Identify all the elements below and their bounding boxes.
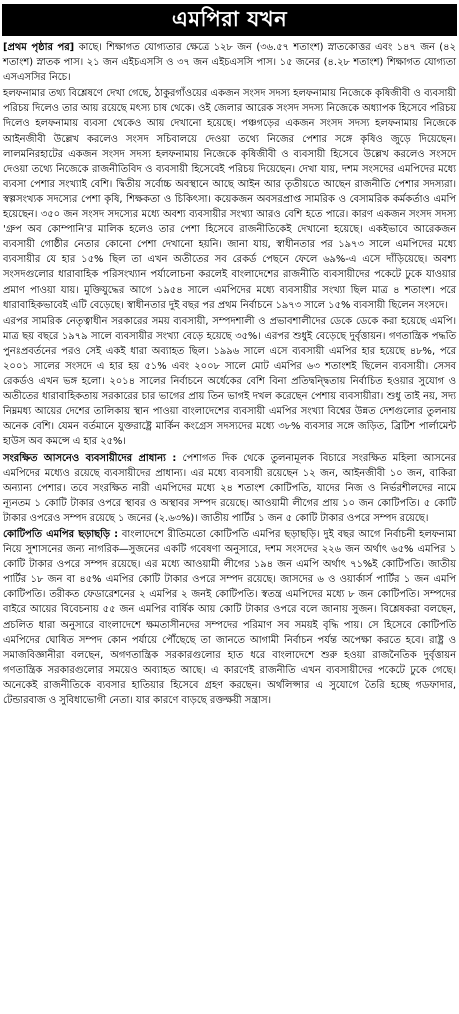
paragraph-affidavit-analysis [3,86,456,312]
subheading-reserved-seats: সংরক্ষিত আসনেও ব্যবসায়ীদের প্রাধান্য : [3,452,177,464]
paragraph-millionaire-mps [3,527,456,708]
paragraph-text: হলফনামার তথ্য বিশ্লেষণে দেখা গেছে, ঠাকুরগাঁওয়ের একজন সংসদ সদস্য হলফনামায় নিজেকে কৃষিজীবী ও ব্যবসায়ী পরিচয় দিলেও তার আয় রয়েছে মৎস্য চাষ থেকে। ওই জেলার আরেক সংসদ সদস্য নিজেকে অধ্যাপক হিসেবে পরিচয় দিলেও হলফনামায় ব্যবসা থেকেও আয় দেখানো হয়েছে। পঞ্চগড়ের একজন সংসদ সদস্য হলফনামায় নিজেকে আইনজীবী উল্লেখ করলেও সংসদ সচিবালয়ে দেওয়া তথ্যে নিজের পেশার সঙ্গে কৃষিও জুড়ে দিয়েছেন। লালমনিরহাটের একজন সংসদ সদস্য হলফনামায় নিজেকে কৃষিজীবী ও ব্যবসায়ী হিসেবে উল্লেখ করলেও সংসদে দেওয়া তথ্যে নিজেকে রাজনীতিবিদ ও ব্যবসায়ী হিসেবেই পরিচয় দিয়েছেন। দেখা যায়, দশম সংসদের এমপিদের মধ্যে ব্যবসা পেশার সংখ্যাই বেশি। দ্বিতীয় সর্বোচ্চ অবস্থানে আছে আইন আর তৃতীয়তে আছেন রাজনীতি পেশার সদস্যরা। স্বল্পসংখ্যক সদস্যের পেশা কৃষি, শিক্ষকতা ও চিকিৎসা। কয়েকজন অবসরপ্রাপ্ত সামরিক ও বেসামরিক কর্মকর্তাও এমপি হয়েছেন। ৩৫০ জন সংসদ সদস্যের মধ্যে অবশ্য ব্যবসায়ীর সংখ্যা আরও বেশি হতে পারে। কারণ একজন সংসদ সদস্য 'গ্রুপ অব কোম্পানি'র মালিক হলেও তার পেশা হিসেবে রাজনীতিকেই দেখানো হয়েছে। একইভাবে আরেকজন ব্যবসায়ী গোষ্ঠীর নেতার কোনো পেশা দেখানো হয়নি। জানা যায়, স্বাধীনতার পর ১৯৭৩ সালে এমপিদের মধ্যে ব্যবসায়ীর যে হার ১৫% ছিল তা এখন অতীতের সব রেকর্ড পেছনে ফেলে ৬৯%-এ এসে দাঁড়িয়েছে। অবশ্য সংসদগুলোর ধারাবাহিক পরিসংখ্যান পর্যালোচনা করলেই বাংলাদেশের রাজনীতি ব্যবসায়ীদের পকেটে ঢুকে যাওয়ার প্রমাণ পাওয়া যায়। মুক্তিযুদ্ধের আগে ১৯৫৪ সালে এমপিদের মধ্যে ব্যবসায়ীর সংখ্যা ছিল মাত্র ৪ শতাংশ। পরে ধারাবাহিকভাবেই এটি বেড়েছে। স্বাধীনতার দুই বছর পর প্রথম নির্বাচনে ১৯৭৩ সালে ১৫% ব্যবসায়ী ছিলেন সংসদে। [3,88,456,311]
paragraph-text: বাংলাদেশে রীতিমতো কোটিপতি এমপির ছড়াছড়ি। দুই বছর আগে নির্বাচনী হলফনামা নিয়ে সুশাসনের জন্য নাগরিক—সুজনের একটি গবেষণা অনুসারে, দশম সংসদের ২২৬ জন অর্থাৎ ৬৫% এমপির ১ কোটি টাকার ওপরে সম্পদ রয়েছে। এর মধ্যে আওয়ামী লীগের ১৯৪ জন এমপি অর্থাৎ ৭১%ই কোটিপতি। জাতীয় পার্টির ১৮ জন বা ৪৫% এমপির কোটি টাকার ওপরে সম্পদ রয়েছে। জাসদের ৬ ও ওয়ার্কার্স পার্টির ১ জন এমপি কোটিপতি। তরীকত ফেডারেশনের ২ এমপির ২ জনই কোটিপতি। স্বতন্ত্র এমপিদের মধ্যে ৮ জন কোটিপতি। সম্পদের বাইরে আয়ের বিবেচনায় ৫৫ জন এমপির বার্ষিক আয় কোটি টাকার ওপরে বলে জানায় সুজন। বিশ্লেষকরা বলছেন, প্রচলিত ধারা অনুসারে বাংলাদেশে ক্ষমতাসীনদের সম্পদের পরিমাণ সব সময়ই বৃদ্ধি পায়। সে হিসেবে কোটিপতি এমপিদের ঘোষিত সম্পদ কোন পর্যায়ে পৌঁছেছে তা জানতে আগামী নির্বাচন পর্যন্ত অপেক্ষা করতে হবে। রাষ্ট্র ও সমাজবিজ্ঞানীরা বলছেন, অগণতান্ত্রিক সরকারগুলোর হাত ধরে বাংলাদেশে শুরু হওয়া রাজনৈতিক দুর্বৃত্তায়ন গণতান্ত্রিক সরকারগুলোর সময়েও অব্যাহত আছে। এ কারণেই রাজনীতি এখন ব্যবসায়ীদের পকেটে ঢুকে গেছে। অনেকেই রাজনীতিকে ব্যবসার হাতিয়ার হিসেবে গ্রহণ করছেন। অর্থলিপ্সার এ সুযোগে তৈরি হচ্ছে গডফাদার, টেন্ডারবাজ ও সুবিধাভোগী নেতা। যার কারণে বাড়ছে রক্তক্ষয়ী সন্ত্রাস। [3,529,457,707]
paragraph-text: কাছে। শিক্ষাগত যোগ্যতার ক্ষেত্রে ১২৮ জন (৩৬.৫৭ শতাংশ) স্নাতকোত্তর এবং ১৪৭ জন (৪২ শতাংশ) স্নাতক পাস। ২১ জন এইচএসসি ও ৩৭ জন এইচএসসি পাস। ১৫ জনের (৪.২৮ শতাংশ) শিক্ষাগত যোগ্যতা এসএসসির নিচে। [3,42,456,84]
continued-from-front-page-label: [প্রথম পৃষ্ঠার পর] [3,42,75,53]
paragraph-business-growth [3,314,456,450]
paragraph-continuation [3,40,456,85]
paragraph-reserved-seats [3,451,456,526]
paragraph-text: এরপর সামরিক নেতৃত্বাধীন সরকারের সময় ব্যবসায়ী, সম্পদশালী ও প্রভাবশালীদের ডেকে ডেকে করা হয়েছে এমপি। মাত্র ছয় বছরে ১৯৭৯ সালে ব্যবসায়ীর সংখ্যা বেড়ে হয়েছে ৩৫%। এরপর শুধুই বেড়েছে দুর্বৃত্তায়ন। গণতান্ত্রিক পদ্ধতি পুনঃপ্রবর্তনের পরও সেই একই ধারা অব্যাহত ছিল। ১৯৯৬ সালে এসে ব্যবসায়ী এমপির হার হয়েছে ৪৮%, পরে ২০০১ সালের সংসদে এ হার হয় ৫১% এবং ২০০৮ সালে মোট এমপির ৬৩ শতাংশই ছিলেন ব্যবসায়ী। সেসব রেকর্ডও এখন ভঙ্গ হলো। ২০১৪ সালের নির্বাচনে অর্ধেকের বেশি বিনা প্রতিদ্বন্দ্বিতায় নির্বাচিত হওয়ার সুযোগ ও অতীতের ধারাবাহিকতায় সরকারের চার ভাগের প্রায় তিন ভাগই দখল করেছেন পেশায় ব্যবসায়ীরা। শুধু তাই নয়, সদ্য নিম্নমধ্য আয়ের দেশের তালিকায় স্থান পাওয়া বাংলাদেশের ব্যবসায়ী এমপির সংখ্যা বিশ্বের উন্নত দেশগুলোর তুলনায় অনেক বেশি। যেমন বর্তমানে যুক্তরাষ্ট্রে মার্কিন কংগ্রেস সদস্যদের মধ্যে ৩৮% ব্যবসার সঙ্গে জড়িত, ব্রিটিশ পার্লামেন্ট হাউস অব কমন্সে এ হার ২৫%। [3,315,456,448]
headline: এমপিরা যখন [171,7,288,31]
subheading-millionaire-mps: কোটিপতি এমপির ছড়াছড়ি : [3,529,119,540]
paragraph-text: পেশাগত দিক থেকে তুলনামূলক বিচারে সংরক্ষিত মহিলা আসনের এমপিদের মধ্যেও রয়েছে ব্যবসায়ীদের প্রাধান্য। এর মধ্যে ব্যবসায়ী রয়েছেন ১২ জন, আইনজীবী ১০ জন, বাকিরা অন্যান্য পেশার। তবে সংরক্ষিত নারী এমপিদের মধ্যে ২৪ শতাংশ কোটিপতি, যাদের নিজ ও নির্ভরশীলদের নামে ন্যূনতম ১ কোটি টাকার ওপরে স্থাবর ও অস্থাবর সম্পদ রয়েছে। আওয়ামী লীগের প্রায় ১০ জন কোটিপতি। ৫ কোটি টাকার ওপরেও সম্পদ রয়েছে ১ জনের (২.৬৩%)। জাতীয় পার্টির ১ জন ৫ কোটি টাকার ওপরে সম্পদ রয়েছে। [3,452,456,524]
headline-banner [2,4,457,36]
article-body [0,36,459,708]
